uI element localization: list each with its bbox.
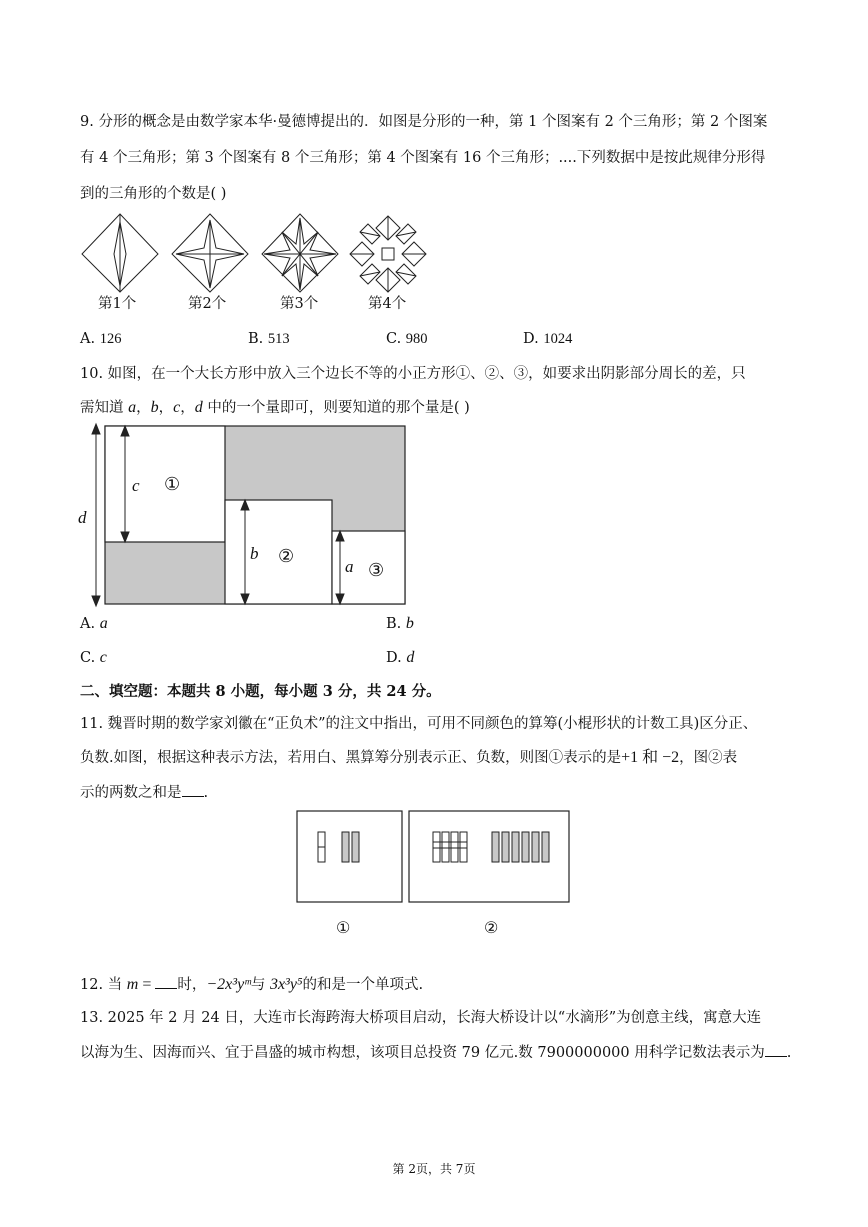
q10-line-1: 10. 如图，在一个大长方形中放入三个边长不等的小正方形①、②、③，如要求出阴影部分周长的差，只 — [80, 366, 746, 382]
q9-option-d: D. 1024 — [523, 331, 573, 347]
label-b: b — [250, 544, 259, 563]
q13-line-1: 13. 2025 年 2 月 24 日，大连市长海跨海大桥项目启动，长海大桥设计以“水滴形”为创意主线，寓意大连 — [80, 1010, 762, 1026]
q11-answer-blank[interactable] — [182, 782, 204, 797]
rods-figure-2-label: ② — [484, 918, 499, 937]
q10-line-2: 需知道 a，b，c，d 中的一个量即可，则要知道的那个量是( ) — [80, 399, 470, 416]
label-c: c — [132, 476, 140, 495]
q10-option-a: A. a — [80, 615, 108, 632]
fractal-figure-3 — [260, 214, 340, 294]
fractal-figure-4 — [348, 214, 428, 294]
square-1-label: ① — [164, 474, 181, 495]
label-a: a — [345, 557, 354, 576]
q10-option-b: B. b — [386, 615, 414, 632]
fractal-figure-2 — [170, 214, 250, 294]
page-footer: 第 2页，共 7页 — [392, 1162, 476, 1176]
q13-answer-blank[interactable] — [765, 1042, 787, 1057]
q13-line-2: 以海为生、因海而兴、宜于昌盛的城市构想，该项目总投资 79 亿元.数 7900000000 用科学记数法表示为 . — [80, 1042, 791, 1063]
q11-line-1: 11. 魏晋时期的数学家刘徽在“正负术”的注文中指出，可用不同颜色的算筹(小棍形状的计数工具)区分正、 — [80, 716, 758, 732]
q11-line-3: 示的两数之和是 . — [80, 782, 208, 803]
q12-line: 12. 当 m = 时，−2x³yᵐ与 3x³y⁵的和是一个单项式. — [80, 976, 424, 993]
fractal-caption-4: 第4个 — [368, 296, 407, 312]
rectangle-squares-figure — [78, 422, 408, 608]
fractal-figure-1 — [80, 214, 160, 294]
fractal-caption-2: 第2个 — [188, 296, 227, 312]
q9-option-b: B. 513 — [248, 331, 290, 347]
fractal-caption-1: 第1个 — [98, 296, 137, 312]
q10-option-d: D. d — [386, 649, 415, 666]
q10-option-c: C. c — [80, 649, 107, 666]
square-3-label: ③ — [368, 560, 385, 581]
fractal-caption-3: 第3个 — [280, 296, 319, 312]
q9-option-c: C. 980 — [386, 331, 428, 347]
shaded-region-left — [105, 542, 225, 604]
q11-line-2: 负数.如图，根据这种表示方法，若用白、黑算筹分别表示正、负数，则图①表示的是+1 和 −2，图②表 — [80, 749, 738, 766]
label-d: d — [78, 508, 87, 527]
q9-line-3: 到的三角形的个数是( ) — [80, 186, 227, 202]
rods-figure-1-label: ① — [336, 918, 351, 937]
q12-answer-blank[interactable] — [155, 974, 177, 989]
q9-option-a: A. 126 — [80, 331, 122, 347]
section-2-heading: 二、填空题：本题共 8 小题，每小题 3 分，共 24 分。 — [80, 683, 441, 700]
counting-rods-figure — [296, 808, 572, 906]
q9-line-1: 9. 分形的概念是由数学家本华·曼德博提出的．如图是分形的一种，第 1 个图案有 2 个三角形；第 2 个图案 — [80, 114, 768, 130]
q9-line-2: 有 4 个三角形；第 3 个图案有 8 个三角形；第 4 个图案有 16 个三角形；....下列数据中是按此规律分形得 — [80, 150, 766, 166]
square-2-label: ② — [278, 546, 295, 567]
